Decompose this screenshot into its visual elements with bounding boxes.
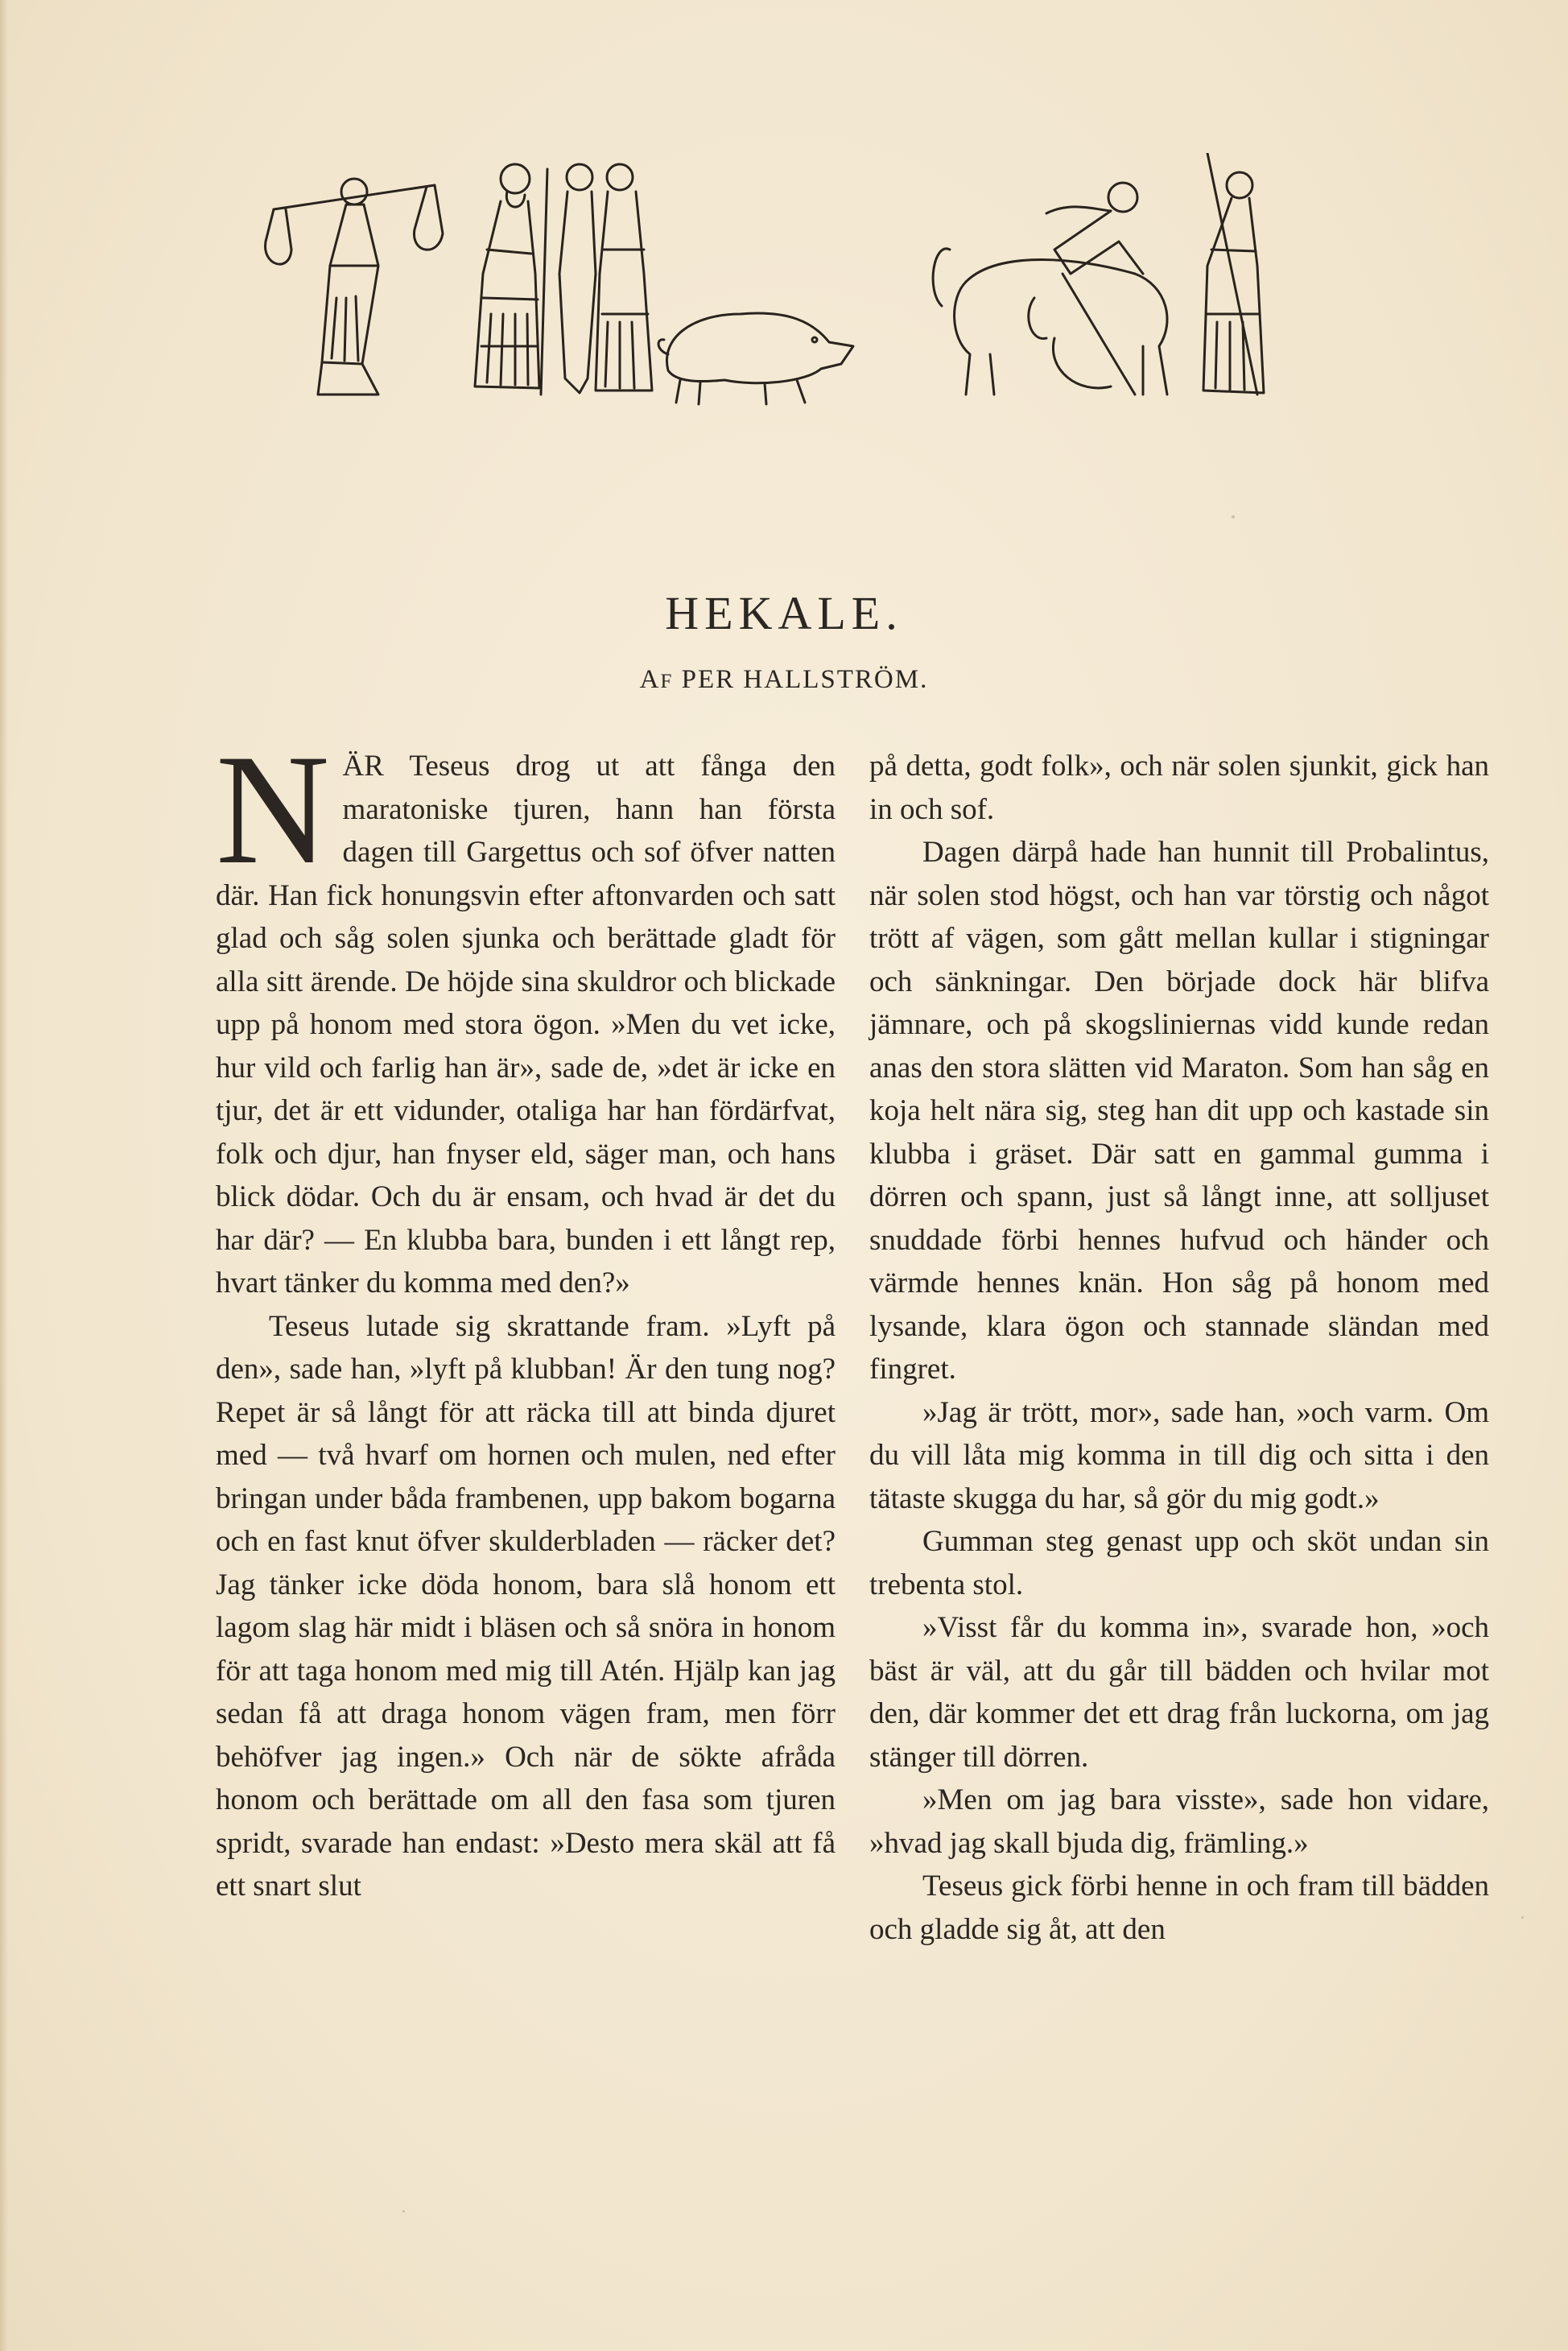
drop-cap: N [216, 722, 330, 897]
paper-speck [1232, 515, 1235, 519]
paper-speck [402, 2210, 405, 2213]
hero-wrestling-bull-icon [933, 183, 1167, 395]
paragraph: »Jag är trött, mor», sade han, »och varm. Om du vill låta mig komma in till dig och sitta i den tätaste skugga du har, så gör du mig godt.» [869, 1395, 1489, 1515]
paragraph: »Visst får du komma in», svarade hon, »och bäst är väl, att du går till bädden och hvilar mot den, där kommer det ett drag från luckorna, om jag stänger till dörren. [869, 1611, 1489, 1774]
paragraph: »Men om jag bara visste», sade hon vidare, »hvad jag skall bjuda dig, främling.» [869, 1783, 1489, 1860]
paper-speck [1521, 1916, 1524, 1919]
author-byline [0, 665, 1568, 695]
figure-with-yoke-icon [266, 179, 443, 395]
paragraph: Teseus gick förbi henne in och fram till bädden och gladde sig åt, att den [869, 1870, 1489, 1946]
text-column-right [869, 745, 1489, 1951]
youth-and-maiden-icon [559, 164, 652, 393]
woman-with-spear-icon [1203, 153, 1264, 395]
paragraph: Teseus lutade sig skrattande fram. »Lyft på den», sade han, »lyft på klubban! Är den tung nog? Repet är så långt för att räcka till att binda djuret med — två hvarf om hornen och mulen, ned efter bringan under båda frambenen, upp bakom bogarna och en fast knut öfver skulderbladen — räcker det? Jag tänker icke döda honom, bara slå honom ett lagom slag här midt i bläsen och så snöra in honom för att taga honom med mig till Atén. Hjälp kan jag sedan få att draga honom vägen fram, men förr behöfver jag ingen.» Och när de sökte afråda honom och berättade om all den fasa som tjuren spridt, svarade han endast: »Desto mera skäl att få ett snart slut [216, 1309, 836, 1903]
paragraph: Dagen därpå hade han hunnit till Probalintus, när solen stod högst, och han var törstig och något trött af vägen, som gått mellan kullar i stigningar och sänkningar. Den började dock här blifva jämnare, och på skogsliniernas vidd kunde redan anas den stora slätten vid Maraton. Som han såg en koja helt nära sig, steg han dit upp och kastade sin klubba i gräset. Där satt en gammal gumma i dörren och spann, just så långt inne, att solljuset snuddade förbi hennes hufvud och händer och värmde hennes knän. Hon såg på honom med lysande, klara ögon och stannade sländan med fingret. [869, 836, 1489, 1386]
page-edge-shadow [0, 0, 8, 2351]
paragraph-text: ÄR Teseus drog ut att fånga den maratoniske tjuren, hann han första dagen till Gargettus och sof öfver natten där. Han fick honungsvin efter aftonvarden och satt glad och såg solen sjunka och berättade gladt för alla sitt ärende. De höjde sina skuldror och blickade upp på honom med stora ögon. »Men du vet icke, hur vild och farlig han är», sade de, »det är icke en tjur, det är ett vidunder, otaliga har han fördärfvat, folk och djur, han fnyser eld, säger man, och hans blick dödar. Och du är ensam, och hvad är det du har där? — En klubba bara, bunden i ett långt rep, hvart tänker du komma med den?» [216, 750, 836, 1299]
byline-author-name: PER HALLSTRÖM. [673, 665, 929, 694]
bearded-elder-icon [475, 164, 547, 395]
greek-vase-figures-frieze [241, 153, 1433, 467]
article-title: HEKALE. [665, 587, 903, 639]
paragraph [216, 722, 836, 1305]
paragraph: på detta, godt folk», och när solen sjunkit, gick han in och sof. [869, 750, 1489, 826]
byline-af-initial: A [639, 665, 661, 694]
byline-af-rest: F [660, 671, 674, 692]
paragraph: Gumman steg genast upp och sköt undan sin trebenta stol. [869, 1525, 1489, 1601]
frieze-illustration [241, 153, 1433, 467]
text-column-left [216, 722, 836, 1908]
boar-icon [658, 313, 853, 404]
